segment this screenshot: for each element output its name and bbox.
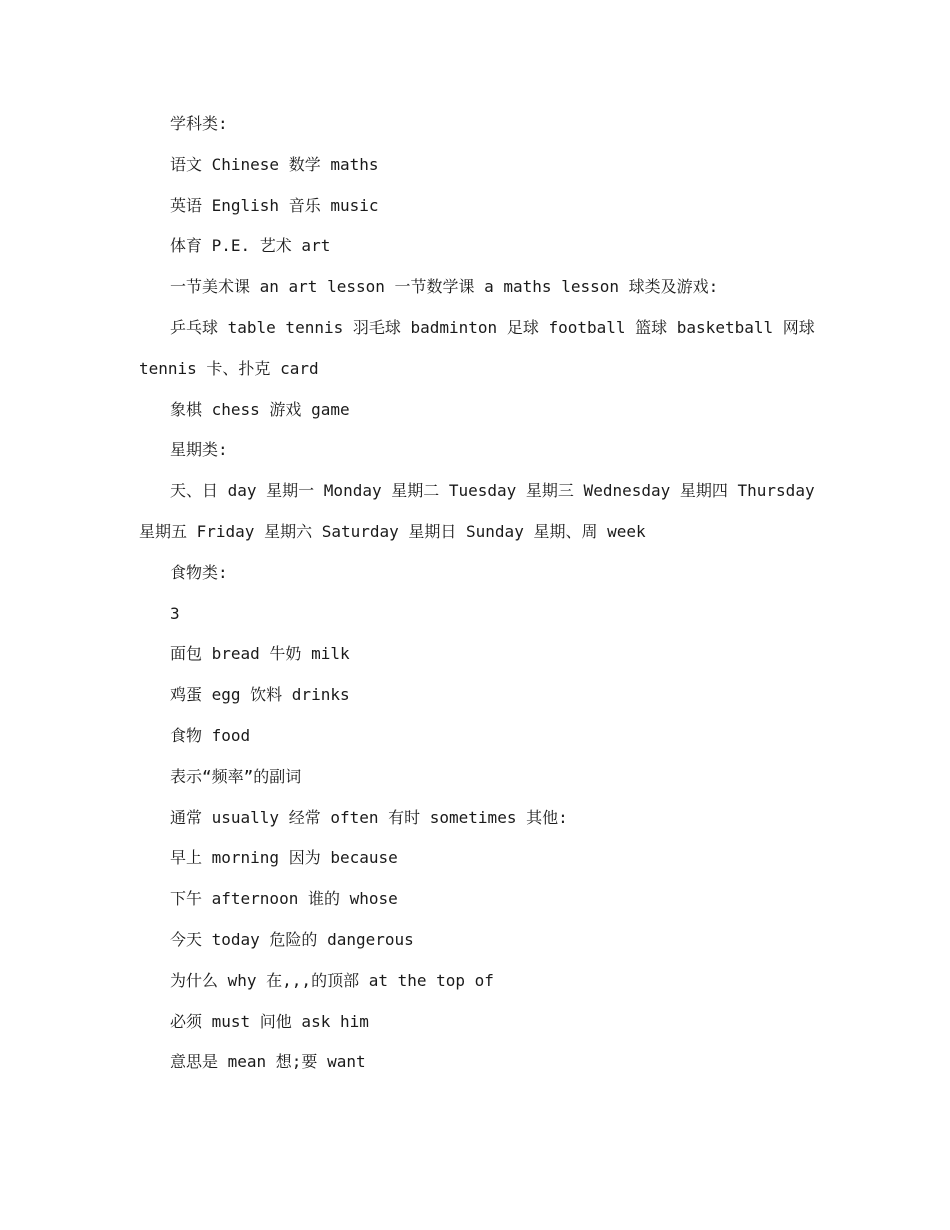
vocab-line: 语文 Chinese 数学 maths xyxy=(170,154,379,174)
vocab-line: 天、日 day 星期一 Monday 星期二 Tuesday 星期三 Wednesday 星期四 Thursday 星期五 Friday 星期六 Saturday 星期日 Sunday 星期、周 week xyxy=(139,481,815,541)
vocab-line: 一节美术课 an art lesson 一节数学课 a maths lesson 球类及游戏: xyxy=(170,277,719,297)
vocab-line: 面包 bread 牛奶 milk xyxy=(170,644,350,664)
vocab-line: 为什么 why 在,,,的顶部 at the top of xyxy=(170,970,494,990)
vocab-line: 通常 usually 经常 often 有时 sometimes 其他: xyxy=(170,807,568,827)
section-heading-subjects: 学科类: xyxy=(170,114,228,133)
section-heading-food: 食物类: xyxy=(170,562,228,582)
vocab-line: 意思是 mean 想;要 want xyxy=(170,1052,366,1072)
vocab-line: 下午 afternoon 谁的 whose xyxy=(170,889,398,909)
vocab-line: 今天 today 危险的 dangerous xyxy=(170,929,414,949)
vocab-line: 乒乓球 table tennis 羽毛球 badminton 足球 football 篮球 basketball 网球 tennis 卡、扑克 card xyxy=(139,317,815,378)
vocab-line: 英语 English 音乐 music xyxy=(170,195,379,215)
vocab-line: 必须 must 问他 ask him xyxy=(170,1011,369,1031)
vocab-line: 体育 P.E. 艺术 art xyxy=(170,236,331,256)
page-number: 3 xyxy=(170,603,180,623)
document-body xyxy=(139,104,819,1083)
vocab-line: 食物 food xyxy=(170,725,251,745)
vocab-line: 早上 morning 因为 because xyxy=(170,848,398,868)
section-heading-frequency: 表示“频率”的副词 xyxy=(170,766,302,786)
section-heading-weekdays: 星期类: xyxy=(170,440,228,460)
vocab-line: 鸡蛋 egg 饮料 drinks xyxy=(170,685,350,705)
vocab-line: 象棋 chess 游戏 game xyxy=(170,399,350,419)
